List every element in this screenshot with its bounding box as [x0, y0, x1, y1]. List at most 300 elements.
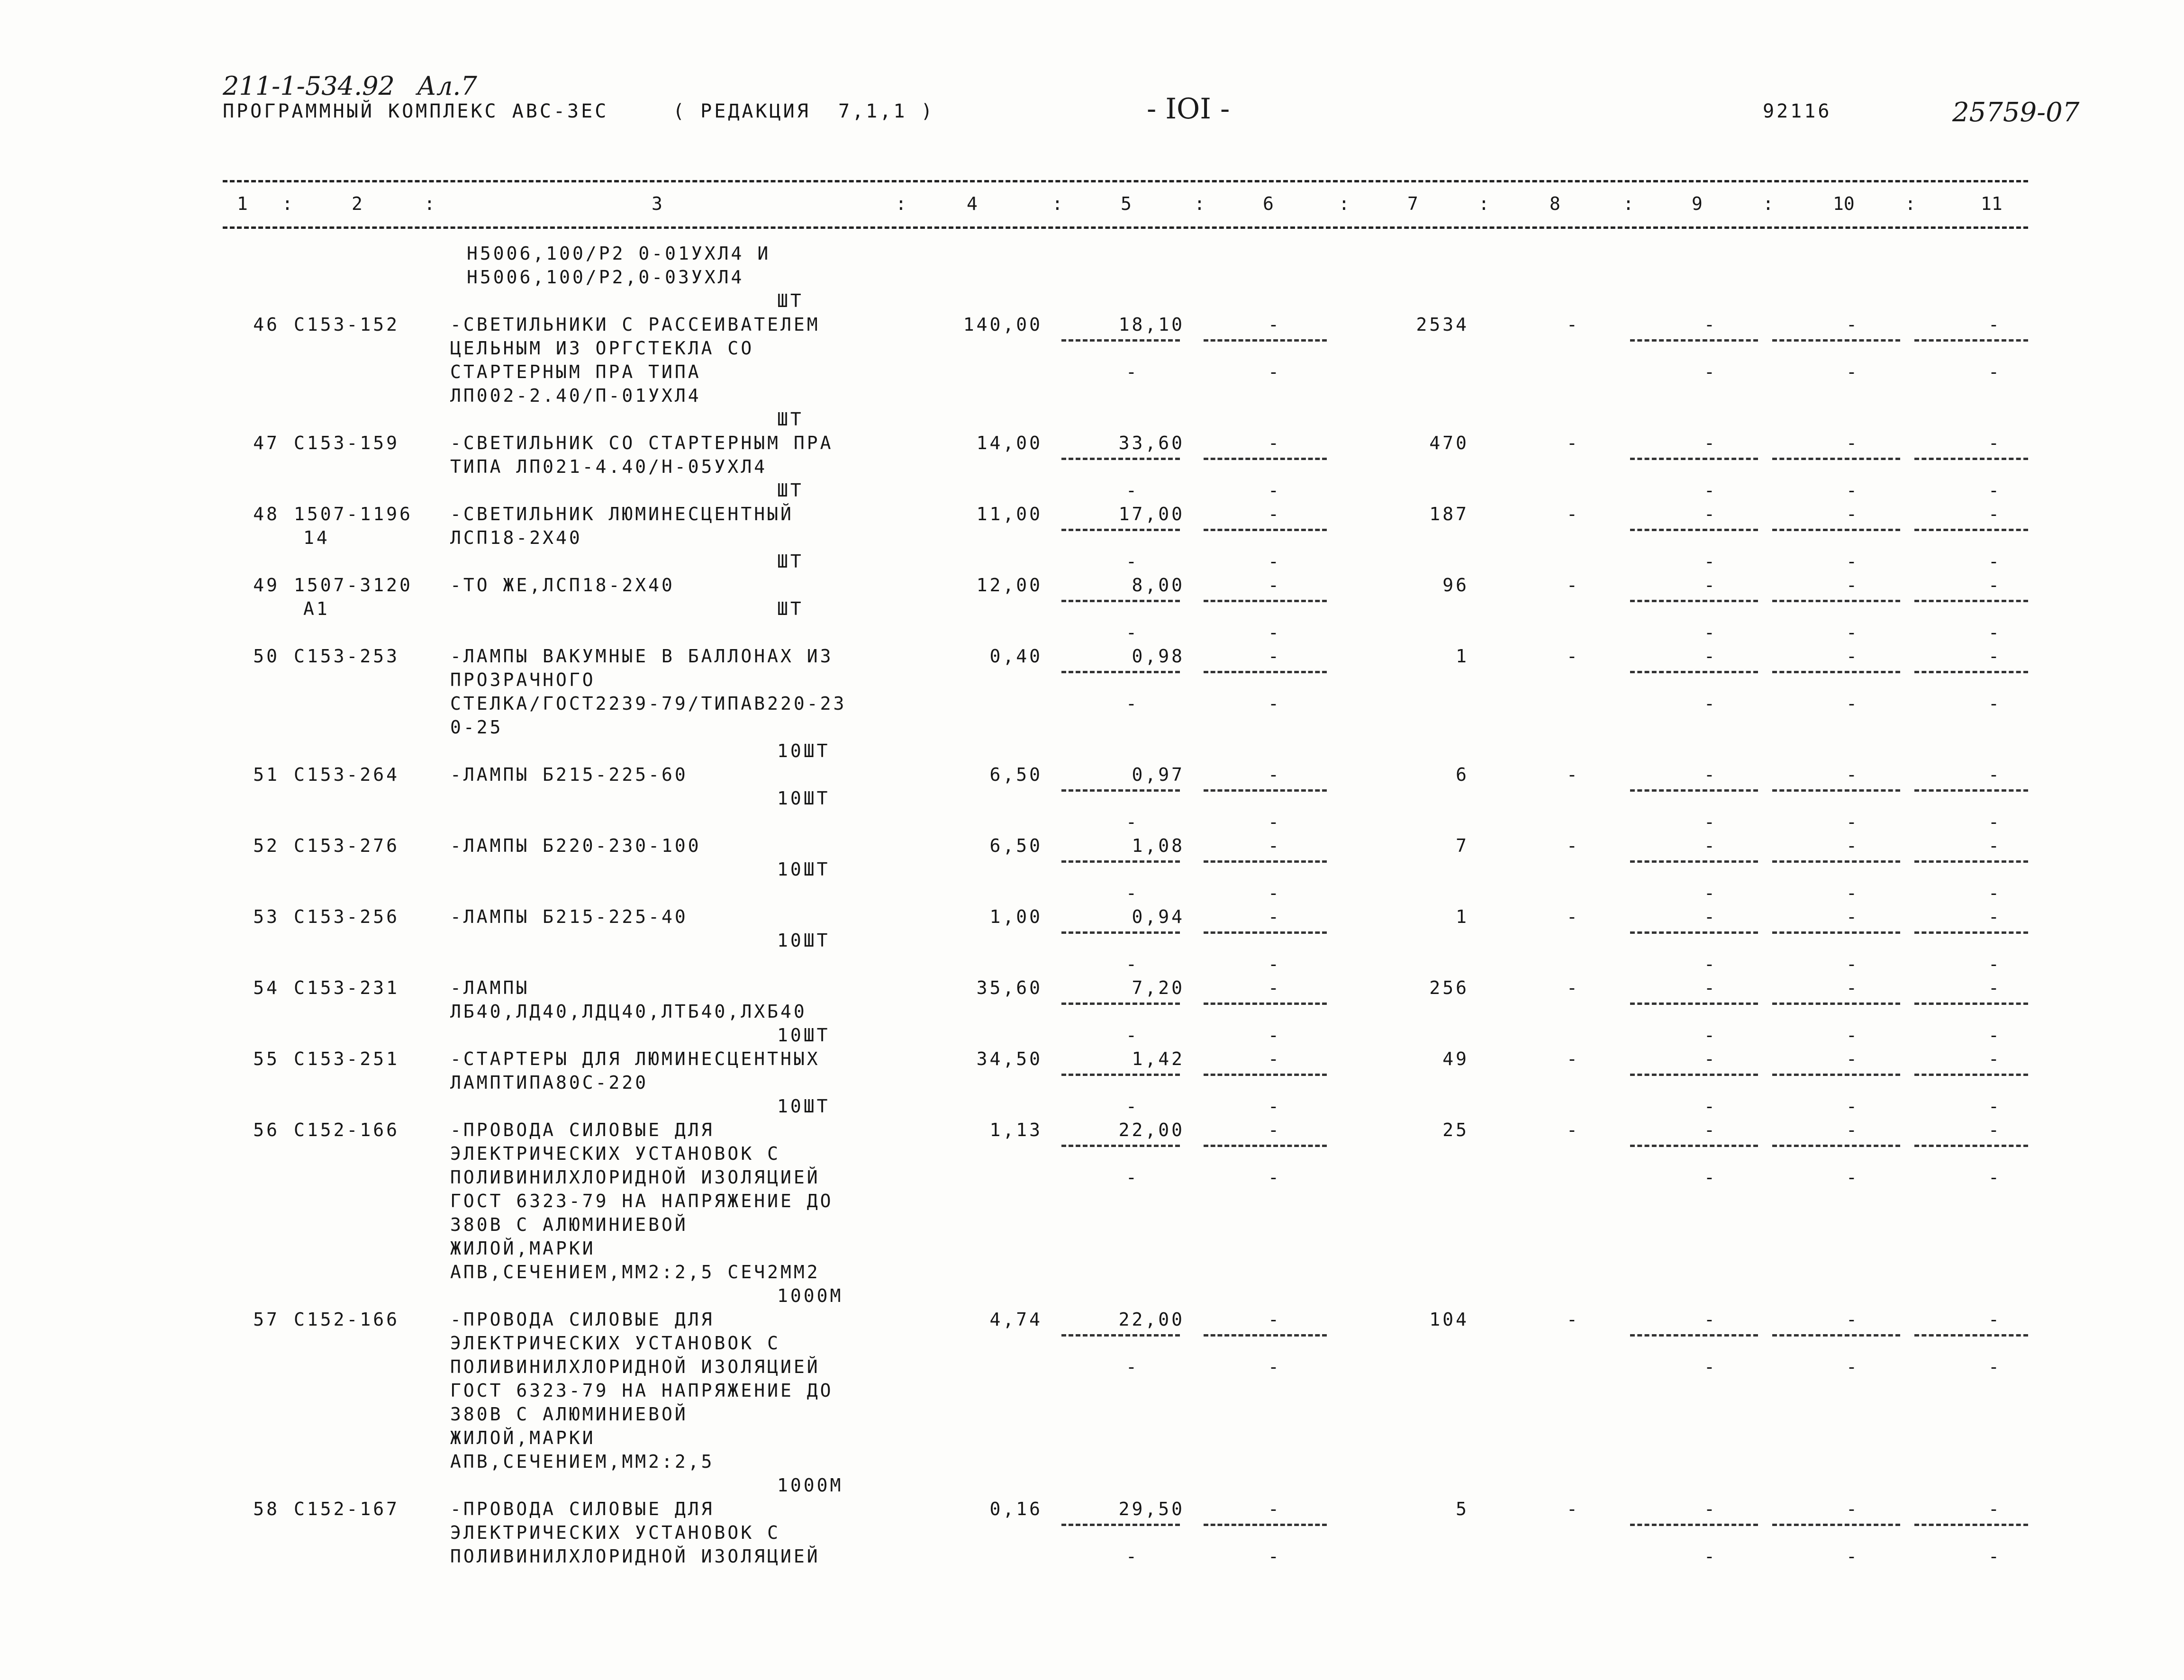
row-total: 5	[1456, 1499, 1469, 1519]
row-description-line: -ТО ЖЕ,ЛСП18-2Х40	[450, 575, 675, 596]
row-col11: -	[1988, 1499, 2002, 1519]
cell-rule	[1772, 458, 1900, 460]
cell-rule	[1630, 789, 1758, 792]
row-description-line: -ЛАМПЫ	[450, 977, 530, 998]
col-sep: :	[1905, 193, 1916, 214]
cell-rule	[1772, 671, 1900, 673]
col-sep: :	[1763, 193, 1774, 214]
row-number: 51	[253, 764, 280, 785]
row-description-line: 380В С АЛЮМИНИЕВОЙ	[450, 1404, 688, 1425]
row-code: С152-166	[294, 1309, 400, 1330]
row-total: 256	[1429, 977, 1469, 998]
row-col11-line2: -	[1988, 480, 2002, 501]
row-col9-line2: -	[1704, 1356, 1717, 1377]
row-unit: 10ШТ	[777, 788, 830, 809]
cell-rule	[1061, 931, 1180, 934]
col-4: 4	[967, 193, 978, 214]
row-total: 1	[1456, 906, 1469, 927]
row-unit-price: 18,10	[1118, 314, 1185, 335]
row-code: С152-166	[294, 1120, 400, 1140]
cell-rule	[1061, 458, 1180, 460]
row-col10-line2: -	[1846, 1167, 1859, 1188]
cell-rule	[1772, 1334, 1900, 1337]
row-description-line: -СВЕТИЛЬНИКИ С РАССЕИВАТЕЛЕМ	[450, 314, 820, 335]
row-col10-line2: -	[1846, 883, 1859, 903]
row-unit-price: 17,00	[1118, 504, 1185, 524]
row-col9: -	[1704, 1499, 1717, 1519]
row-col10: -	[1846, 1309, 1859, 1330]
row-col10-line2: -	[1846, 1025, 1859, 1046]
row-col10: -	[1846, 1048, 1859, 1069]
row-code: С153-253	[294, 646, 400, 667]
row-quantity: 12,00	[976, 575, 1042, 596]
row-col5-line2: -	[1126, 1356, 1139, 1377]
row-col10-line2: -	[1846, 1096, 1859, 1117]
row-col10: -	[1846, 575, 1859, 596]
cell-rule	[1061, 600, 1180, 602]
row-total: 6	[1456, 764, 1469, 785]
program-edition: ( РЕДАКЦИЯ 7,1,1 )	[673, 100, 935, 122]
cell-rule	[1204, 789, 1327, 792]
cell-rule	[1772, 529, 1900, 531]
row-col10-line2: -	[1846, 693, 1859, 714]
cell-rule	[1772, 339, 1900, 342]
row-quantity: 1,00	[989, 906, 1042, 927]
row-col10-line2: -	[1846, 551, 1859, 572]
row-col11-line2: -	[1988, 1025, 2002, 1046]
row-total: 187	[1429, 504, 1469, 524]
row-description-line: -СВЕТИЛЬНИК СО СТАРТЕРНЫМ ПРА	[450, 433, 834, 453]
col-sep: :	[1194, 193, 1205, 214]
row-col5-line2: -	[1126, 1096, 1139, 1117]
cell-rule	[1061, 671, 1180, 673]
cell-rule	[1204, 931, 1327, 934]
cell-rule	[1630, 529, 1758, 531]
cell-rule	[1061, 1003, 1180, 1005]
row-col10-line2: -	[1846, 954, 1859, 975]
row-col11-line2: -	[1988, 883, 2002, 903]
row-col6-line2: -	[1268, 812, 1281, 832]
row-col5-line2: -	[1126, 1025, 1139, 1046]
row-col11-line2: -	[1988, 693, 2002, 714]
row-col9-line2: -	[1704, 1546, 1717, 1567]
row-col6: -	[1268, 433, 1281, 453]
row-number: 50	[253, 646, 280, 667]
row-col8: -	[1567, 977, 1580, 998]
row-unit: ШТ	[777, 409, 804, 430]
row-col11-line2: -	[1988, 812, 2002, 832]
row-col6-line2: -	[1268, 622, 1281, 643]
row-col6-line2: -	[1268, 693, 1281, 714]
row-col10-line2: -	[1846, 1546, 1859, 1567]
row-quantity: 0,16	[989, 1499, 1042, 1519]
album-number: Ал.7	[417, 71, 477, 101]
row-col10-line2: -	[1846, 361, 1859, 382]
cell-rule	[1061, 529, 1180, 531]
row-number: 49	[253, 575, 280, 596]
row-col9: -	[1704, 906, 1717, 927]
row-col11: -	[1988, 835, 2002, 856]
cell-rule	[1914, 1003, 2028, 1005]
row-description-line: -ЛАМПЫ Б215-225-40	[450, 906, 688, 927]
row-total: 104	[1429, 1309, 1469, 1330]
row-description-line: ЛСП18-2Х40	[450, 527, 582, 548]
row-col9-line2: -	[1704, 1096, 1717, 1117]
row-col10: -	[1846, 314, 1859, 335]
cell-rule	[1914, 789, 2028, 792]
cell-rule	[1772, 1003, 1900, 1005]
row-col5-line2: -	[1126, 480, 1139, 501]
row-number: 57	[253, 1309, 280, 1330]
row-description-line: СТАРТЕРНЫМ ПРА ТИПА	[450, 361, 701, 382]
cell-rule	[1061, 1524, 1180, 1526]
cell-rule	[1061, 860, 1180, 863]
row-col11: -	[1988, 977, 2002, 998]
row-description-line: -ПРОВОДА СИЛОВЫЕ ДЛЯ	[450, 1120, 715, 1140]
continuation-line-2: Н5006,100/Р2,0-03УХЛ4	[467, 267, 744, 288]
cell-rule	[1630, 931, 1758, 934]
cell-rule	[1630, 1334, 1758, 1337]
row-col6-line2: -	[1268, 361, 1281, 382]
row-col6: -	[1268, 1120, 1281, 1140]
row-col11-line2: -	[1988, 954, 2002, 975]
cell-rule	[1061, 1145, 1180, 1147]
row-col11: -	[1988, 1309, 2002, 1330]
col-9: 9	[1692, 193, 1703, 214]
row-code: С153-251	[294, 1048, 400, 1069]
row-col10: -	[1846, 764, 1859, 785]
row-col9: -	[1704, 1048, 1717, 1069]
row-unit: 10ШТ	[777, 930, 830, 951]
cell-rule	[1204, 1524, 1327, 1526]
document-number: 25759-07	[1952, 97, 2080, 128]
row-col6-line2: -	[1268, 480, 1281, 501]
cell-rule	[1914, 671, 2028, 673]
row-col11: -	[1988, 433, 2002, 453]
row-number: 46	[253, 314, 280, 335]
row-total: 470	[1429, 433, 1469, 453]
row-col11-line2: -	[1988, 1356, 2002, 1377]
cell-rule	[1772, 1145, 1900, 1147]
row-col10: -	[1846, 906, 1859, 927]
row-col11-line2: -	[1988, 622, 2002, 643]
row-col11-line2: -	[1988, 361, 2002, 382]
row-quantity: 14,00	[976, 433, 1042, 453]
row-col11-line2: -	[1988, 1167, 2002, 1188]
row-col11: -	[1988, 575, 2002, 596]
cell-rule	[1630, 1524, 1758, 1526]
row-description-line: АПВ,СЕЧЕНИЕМ,ММ2:2,5 СЕЧ2ММ2	[450, 1262, 820, 1283]
row-code: С153-152	[294, 314, 400, 335]
cell-rule	[1914, 860, 2028, 863]
row-description-line: -ЛАМПЫ Б220-230-100	[450, 835, 701, 856]
cell-rule	[1914, 1334, 2028, 1337]
row-number: 48	[253, 504, 280, 524]
row-col10: -	[1846, 433, 1859, 453]
row-description-line: ЭЛЕКТРИЧЕСКИХ УСТАНОВОК С	[450, 1143, 780, 1164]
row-col6-line2: -	[1268, 954, 1281, 975]
row-description-line: ЭЛЕКТРИЧЕСКИХ УСТАНОВОК С	[450, 1522, 780, 1543]
row-total: 7	[1456, 835, 1469, 856]
row-col5-line2: -	[1126, 693, 1139, 714]
row-col11: -	[1988, 504, 2002, 524]
cell-rule	[1204, 1334, 1327, 1337]
row-col6: -	[1268, 646, 1281, 667]
table-header-rule	[223, 226, 2028, 229]
row-number: 53	[253, 906, 280, 927]
row-col8: -	[1567, 906, 1580, 927]
cell-rule	[1204, 1074, 1327, 1076]
row-total: 49	[1442, 1048, 1469, 1069]
cell-rule	[1772, 931, 1900, 934]
cell-rule	[1914, 339, 2028, 342]
row-description-line: ЖИЛОЙ,МАРКИ	[450, 1427, 596, 1448]
table-top-rule	[223, 180, 2028, 182]
row-col6-line2: -	[1268, 1025, 1281, 1046]
row-col5-line2: -	[1126, 1546, 1139, 1567]
row-description-line: 380В С АЛЮМИНИЕВОЙ	[450, 1214, 688, 1235]
row-col11: -	[1988, 1048, 2002, 1069]
row-col8: -	[1567, 1309, 1580, 1330]
row-col11: -	[1988, 764, 2002, 785]
row-description-line: ПОЛИВИНИЛХЛОРИДНОЙ ИЗОЛЯЦИЕЙ	[450, 1356, 820, 1377]
row-col6: -	[1268, 504, 1281, 524]
cell-rule	[1061, 789, 1180, 792]
row-unit-price: 1,42	[1132, 1048, 1185, 1069]
row-col6: -	[1268, 575, 1281, 596]
col-10: 10	[1833, 193, 1855, 214]
row-description-line: -ЛАМПЫ ВАКУМНЫЕ В БАЛЛОНАХ ИЗ	[450, 646, 834, 667]
col-11: 11	[1981, 193, 2003, 214]
row-col9: -	[1704, 575, 1717, 596]
row-col9-line2: -	[1704, 954, 1717, 975]
row-code: А1	[303, 598, 330, 619]
row-unit-price: 0,97	[1132, 764, 1185, 785]
row-description-line: 0-25	[450, 717, 503, 738]
row-unit: ШТ	[777, 598, 804, 619]
row-col10: -	[1846, 977, 1859, 998]
cell-rule	[1630, 1074, 1758, 1076]
row-description-line: АПВ,СЕЧЕНИЕМ,ММ2:2,5	[450, 1451, 715, 1472]
cell-rule	[1204, 860, 1327, 863]
row-col9: -	[1704, 835, 1717, 856]
row-col9: -	[1704, 433, 1717, 453]
col-sep: :	[1052, 193, 1063, 214]
row-col9-line2: -	[1704, 361, 1717, 382]
row-unit-price: 22,00	[1118, 1309, 1185, 1330]
cell-rule	[1630, 1003, 1758, 1005]
row-description-line: ЛАМПТИПА80С-220	[450, 1072, 649, 1093]
row-description-line: -ПРОВОДА СИЛОВЫЕ ДЛЯ	[450, 1499, 715, 1519]
cell-rule	[1061, 339, 1180, 342]
row-col10: -	[1846, 1499, 1859, 1519]
row-col11: -	[1988, 646, 2002, 667]
col-7: 7	[1407, 193, 1418, 214]
cell-rule	[1914, 931, 2028, 934]
row-total: 1	[1456, 646, 1469, 667]
col-sep: :	[1339, 193, 1350, 214]
row-unit-price: 0,94	[1132, 906, 1185, 927]
row-description-line: ГОСТ 6323-79 НА НАПРЯЖЕНИЕ ДО	[450, 1191, 834, 1211]
row-quantity: 0,40	[989, 646, 1042, 667]
cell-rule	[1061, 1074, 1180, 1076]
row-col6: -	[1268, 1499, 1281, 1519]
cell-rule	[1630, 860, 1758, 863]
row-code: С153-159	[294, 433, 400, 453]
row-col6-line2: -	[1268, 1356, 1281, 1377]
row-unit: 1000М	[777, 1285, 843, 1306]
row-col5-line2: -	[1126, 954, 1139, 975]
cell-rule	[1061, 1334, 1180, 1337]
row-unit-price: 33,60	[1118, 433, 1185, 453]
col-sep: :	[896, 193, 906, 214]
row-col6: -	[1268, 1309, 1281, 1330]
row-col9: -	[1704, 646, 1717, 667]
row-code: С153-231	[294, 977, 400, 998]
row-col9: -	[1704, 977, 1717, 998]
row-description-line: ЖИЛОЙ,МАРКИ	[450, 1238, 596, 1259]
row-col8: -	[1567, 1048, 1580, 1069]
row-col9-line2: -	[1704, 693, 1717, 714]
row-description-line: ПРОЗРАЧНОГО	[450, 669, 596, 690]
row-col10-line2: -	[1846, 480, 1859, 501]
row-col5-line2: -	[1126, 361, 1139, 382]
row-col11: -	[1988, 314, 2002, 335]
row-quantity: 11,00	[976, 504, 1042, 524]
row-col6: -	[1268, 906, 1281, 927]
row-unit-price: 29,50	[1118, 1499, 1185, 1519]
row-quantity: 34,50	[976, 1048, 1042, 1069]
row-col5-line2: -	[1126, 883, 1139, 903]
row-total: 2534	[1416, 314, 1469, 335]
row-col9: -	[1704, 764, 1717, 785]
row-col5-line2: -	[1126, 551, 1139, 572]
row-col10-line2: -	[1846, 622, 1859, 643]
row-description-line: -ЛАМПЫ Б215-225-60	[450, 764, 688, 785]
row-unit-price: 8,00	[1132, 575, 1185, 596]
col-sep: :	[424, 193, 435, 214]
row-description-line: ТИПА ЛП021-4.40/Н-05УХЛ4	[450, 456, 768, 477]
row-quantity: 140,00	[963, 314, 1042, 335]
row-col10: -	[1846, 504, 1859, 524]
row-unit-price: 1,08	[1132, 835, 1185, 856]
row-quantity: 35,60	[976, 977, 1042, 998]
row-description-line: ЛП002-2.40/П-01УХЛ4	[450, 385, 701, 406]
row-col8: -	[1567, 646, 1580, 667]
row-total: 25	[1442, 1120, 1469, 1140]
row-col8: -	[1567, 835, 1580, 856]
row-unit: ШТ	[777, 480, 804, 501]
col-2: 2	[352, 193, 362, 214]
cell-rule	[1630, 671, 1758, 673]
cell-rule	[1914, 1145, 2028, 1147]
row-col6: -	[1268, 764, 1281, 785]
row-col9-line2: -	[1704, 622, 1717, 643]
row-description-line: СТЕЛКА/ГОСТ2239-79/ТИПАВ220-23	[450, 693, 847, 714]
row-quantity: 1,13	[989, 1120, 1042, 1140]
cell-rule	[1772, 600, 1900, 602]
row-quantity: 6,50	[989, 835, 1042, 856]
row-col11-line2: -	[1988, 1096, 2002, 1117]
col-sep: :	[1623, 193, 1634, 214]
row-unit: 1000М	[777, 1475, 843, 1496]
row-description-line: ГОСТ 6323-79 НА НАПРЯЖЕНИЕ ДО	[450, 1380, 834, 1401]
row-quantity: 4,74	[989, 1309, 1042, 1330]
cell-rule	[1914, 600, 2028, 602]
row-description-line: -СТАРТЕРЫ ДЛЯ ЛЮМИНЕСЦЕНТНЫХ	[450, 1048, 820, 1069]
row-col5-line2: -	[1126, 812, 1139, 832]
row-code: 1507-1196	[294, 504, 413, 524]
row-col11-line2: -	[1988, 551, 2002, 572]
row-code: С153-264	[294, 764, 400, 785]
cell-rule	[1630, 458, 1758, 460]
row-col5-line2: -	[1126, 622, 1139, 643]
row-col11-line2: -	[1988, 1546, 2002, 1567]
row-unit-price: 22,00	[1118, 1120, 1185, 1140]
row-description-line: ЦЕЛЬНЫМ ИЗ ОРГСТЕКЛА СО	[450, 338, 754, 359]
row-col9-line2: -	[1704, 480, 1717, 501]
row-col8: -	[1567, 504, 1580, 524]
row-col9-line2: -	[1704, 1025, 1717, 1046]
row-unit-price: 7,20	[1132, 977, 1185, 998]
row-code: С152-167	[294, 1499, 400, 1519]
cell-rule	[1914, 458, 2028, 460]
row-col6-line2: -	[1268, 1096, 1281, 1117]
row-col5-line2: -	[1126, 1167, 1139, 1188]
row-col10-line2: -	[1846, 812, 1859, 832]
cell-rule	[1204, 529, 1327, 531]
row-description-line: -СВЕТИЛЬНИК ЛЮМИНЕСЦЕНТНЫЙ	[450, 504, 794, 524]
row-number: 47	[253, 433, 280, 453]
row-col9-line2: -	[1704, 883, 1717, 903]
cell-rule	[1204, 1145, 1327, 1147]
col-sep: :	[282, 193, 293, 214]
row-col9: -	[1704, 504, 1717, 524]
cell-rule	[1914, 1074, 2028, 1076]
row-code: 14	[303, 527, 330, 548]
row-col8: -	[1567, 764, 1580, 785]
row-col9-line2: -	[1704, 1167, 1717, 1188]
row-number: 58	[253, 1499, 280, 1519]
page-number: - IOI -	[1147, 92, 1230, 126]
row-col8: -	[1567, 433, 1580, 453]
row-col9-line2: -	[1704, 551, 1717, 572]
row-unit: ШТ	[777, 551, 804, 572]
row-col11: -	[1988, 1120, 2002, 1140]
row-col6-line2: -	[1268, 551, 1281, 572]
cell-rule	[1772, 1074, 1900, 1076]
row-col8: -	[1567, 314, 1580, 335]
cell-rule	[1630, 600, 1758, 602]
row-number: 56	[253, 1120, 280, 1140]
col-6: 6	[1263, 193, 1274, 214]
row-col6-line2: -	[1268, 1167, 1281, 1188]
cell-rule	[1630, 1145, 1758, 1147]
cell-rule	[1772, 860, 1900, 863]
row-col6: -	[1268, 835, 1281, 856]
cell-rule	[1204, 600, 1327, 602]
row-col6-line2: -	[1268, 883, 1281, 903]
row-col6-line2: -	[1268, 1546, 1281, 1567]
row-col8: -	[1567, 1499, 1580, 1519]
row-col10: -	[1846, 646, 1859, 667]
row-unit-price: 0,98	[1132, 646, 1185, 667]
continuation-unit: ШТ	[777, 290, 804, 311]
row-col10: -	[1846, 1120, 1859, 1140]
row-quantity: 6,50	[989, 764, 1042, 785]
row-col6: -	[1268, 1048, 1281, 1069]
row-unit: 10ШТ	[777, 859, 830, 880]
